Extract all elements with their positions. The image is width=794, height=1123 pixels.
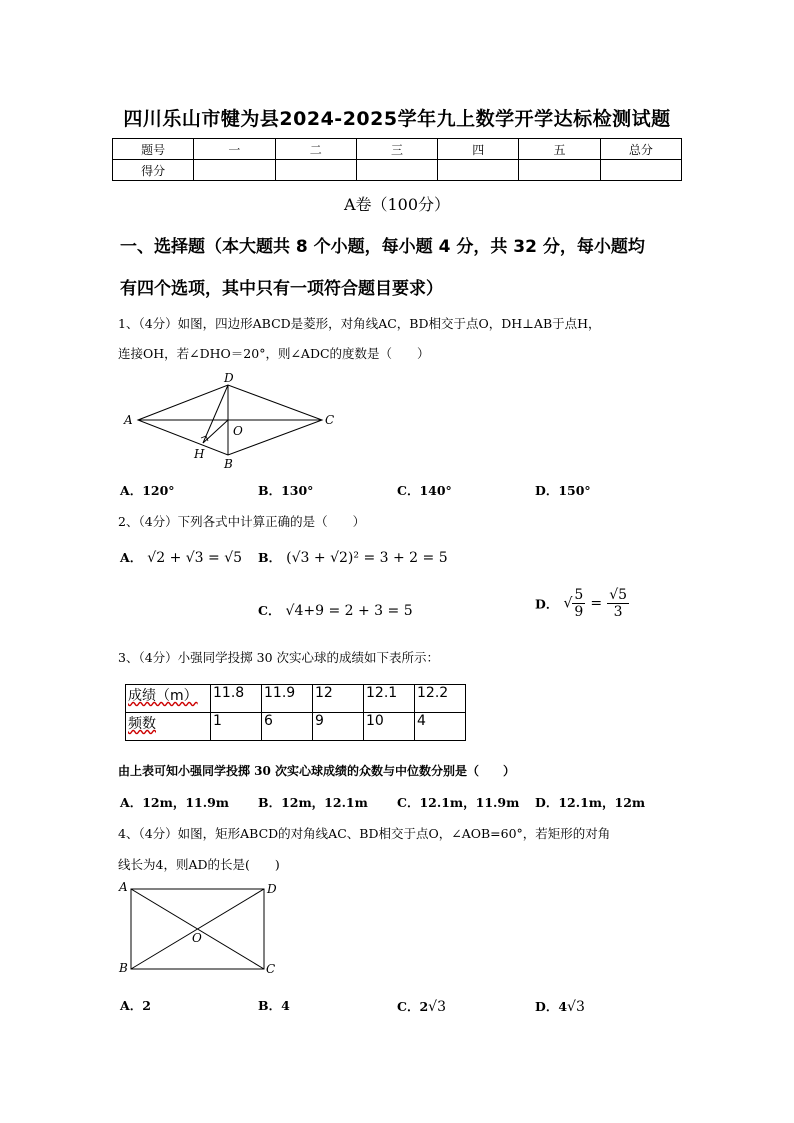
q2-option-a bbox=[120, 547, 242, 566]
part1-heading-line2: 有四个选项，其中只有一项符合题目要求） bbox=[120, 279, 443, 299]
q1-stem-line2: 连接OH，若∠DHO＝20°，则∠ADC的度数是（ ） bbox=[118, 346, 430, 361]
score-cell bbox=[275, 160, 356, 181]
segment-oh bbox=[203, 420, 228, 443]
q4-option-b: B．4 bbox=[258, 998, 290, 1013]
q3-table-cell: 12.1 bbox=[364, 685, 415, 713]
q1-option-b: B．130° bbox=[258, 483, 314, 498]
q1-option-a: A．120° bbox=[120, 483, 175, 498]
q3-table-cell: 11.9 bbox=[262, 685, 313, 713]
q3-table-header-score: 成绩（m） bbox=[126, 685, 211, 713]
score-header-cell: 五 bbox=[519, 139, 600, 160]
q2-option-c bbox=[258, 600, 413, 619]
exam-title: 四川乐山市犍为县2024-2025学年九上数学开学达标检测试题 bbox=[123, 108, 671, 130]
q3-table-cell: 11.8 bbox=[211, 685, 262, 713]
score-header-cell: 四 bbox=[438, 139, 519, 160]
q1-rhombus-figure bbox=[118, 366, 348, 476]
q4-option-c bbox=[397, 996, 446, 1015]
q2-option-b-expr: (√3 + √2)² = 3 + 2 = 5 bbox=[286, 550, 448, 566]
q3-question: 由上表可知小强同学投掷 30 次实心球成绩的众数与中位数分别是（ ） bbox=[118, 764, 516, 778]
score-table-header-row bbox=[113, 139, 682, 160]
score-cell bbox=[519, 160, 600, 181]
score-cell bbox=[438, 160, 519, 181]
q3-table-cell: 6 bbox=[262, 713, 313, 741]
score-table bbox=[112, 138, 682, 181]
q3-table-cell: 1 bbox=[211, 713, 262, 741]
part1-heading-line1: 一、选择题（本大题共 8 个小题，每小题 4 分，共 32 分，每小题均 bbox=[120, 237, 645, 257]
q1-option-d: D．150° bbox=[535, 483, 591, 498]
label-b: B bbox=[119, 961, 128, 975]
q2-option-d-left-fraction: $\frac{5}{9}$ bbox=[574, 587, 584, 620]
q3-table-cell: 10 bbox=[364, 713, 415, 741]
score-cell bbox=[356, 160, 437, 181]
label-b: B bbox=[224, 457, 233, 471]
q3-option-a: A．12m，11.9m bbox=[120, 795, 229, 810]
label-o: O bbox=[192, 931, 202, 945]
score-cell bbox=[600, 160, 681, 181]
q3-table-row-scores bbox=[126, 685, 466, 713]
label-a: A bbox=[119, 880, 128, 894]
label-h: H bbox=[194, 447, 205, 461]
label-o: O bbox=[233, 424, 243, 438]
label-d: D bbox=[267, 882, 277, 896]
label-d: D bbox=[224, 371, 234, 385]
q4-option-d bbox=[535, 996, 585, 1015]
q3-option-d: D．12.1m，12m bbox=[535, 795, 646, 810]
q2-stem: 2、（4分）下列各式中计算正确的是（ ） bbox=[118, 514, 366, 529]
score-header-cell: 三 bbox=[356, 139, 437, 160]
q2-option-d bbox=[535, 587, 629, 620]
q3-table-cell: 4 bbox=[415, 713, 466, 741]
score-table-score-row bbox=[113, 160, 682, 181]
section-a-heading: A卷（100分） bbox=[343, 195, 451, 214]
score-header-cell: 二 bbox=[275, 139, 356, 160]
q4-stem-line2: 线长为4，则AD的长是( ) bbox=[118, 857, 280, 872]
q4-option-d-text: D．4 bbox=[535, 999, 568, 1014]
label-a: A bbox=[124, 413, 133, 427]
q4-option-c-text: C．2 bbox=[397, 999, 429, 1014]
sqrt3-glyph: √3 bbox=[567, 999, 585, 1015]
score-row-label: 得分 bbox=[113, 160, 194, 181]
q1-stem-line1: 1、（4分）如图，四边形ABCD是菱形，对角线AC，BD相交于点O，DH⊥AB于点H， bbox=[118, 316, 601, 331]
q3-score-table bbox=[125, 684, 466, 741]
score-header-cell: 总分 bbox=[600, 139, 681, 160]
score-header-cell: 题号 bbox=[113, 139, 194, 160]
q4-option-a: A．2 bbox=[120, 998, 151, 1013]
q4-stem-line1: 4、（4分）如图，矩形ABCD的对角线AC、BD相交于点O，∠AOB=60°，若矩形的对角 bbox=[118, 826, 611, 841]
q3-stem: 3、（4分）小强同学投掷 30 次实心球的成绩如下表所示： bbox=[118, 650, 440, 665]
q1-option-c: C．140° bbox=[397, 483, 452, 498]
q3-table-cell: 9 bbox=[313, 713, 364, 741]
score-header-cell: 一 bbox=[194, 139, 275, 160]
q2-option-a-label: A． bbox=[120, 550, 143, 565]
q2-option-d-equals: = bbox=[590, 595, 603, 612]
q2-option-a-expr: √2 + √3 = √5 bbox=[147, 550, 243, 566]
q2-option-d-label: D． bbox=[535, 596, 559, 612]
q4-rectangle-figure bbox=[116, 880, 286, 980]
q3-option-c: C．12.1m，11.9m bbox=[397, 795, 520, 810]
label-c: C bbox=[266, 962, 276, 976]
sqrt3-glyph: √3 bbox=[428, 999, 446, 1015]
q3-option-b: B．12m，12.1m bbox=[258, 795, 368, 810]
q2-option-d-radical: √ bbox=[563, 595, 573, 612]
score-cell bbox=[194, 160, 275, 181]
label-c: C bbox=[325, 413, 335, 427]
q3-table-cell: 12.2 bbox=[415, 685, 466, 713]
q3-table-header-frequency: 频数 bbox=[126, 713, 211, 741]
q2-option-d-right-fraction: $\frac{√5}{3}$ bbox=[609, 587, 628, 620]
q3-table-cell: 12 bbox=[313, 685, 364, 713]
q2-option-c-label: C． bbox=[258, 603, 281, 618]
q2-option-c-expr: √4+9 = 2 + 3 = 5 bbox=[285, 603, 413, 619]
q3-table-row-frequency bbox=[126, 713, 466, 741]
q2-option-b-label: B． bbox=[258, 550, 282, 565]
q2-option-b bbox=[258, 547, 448, 566]
